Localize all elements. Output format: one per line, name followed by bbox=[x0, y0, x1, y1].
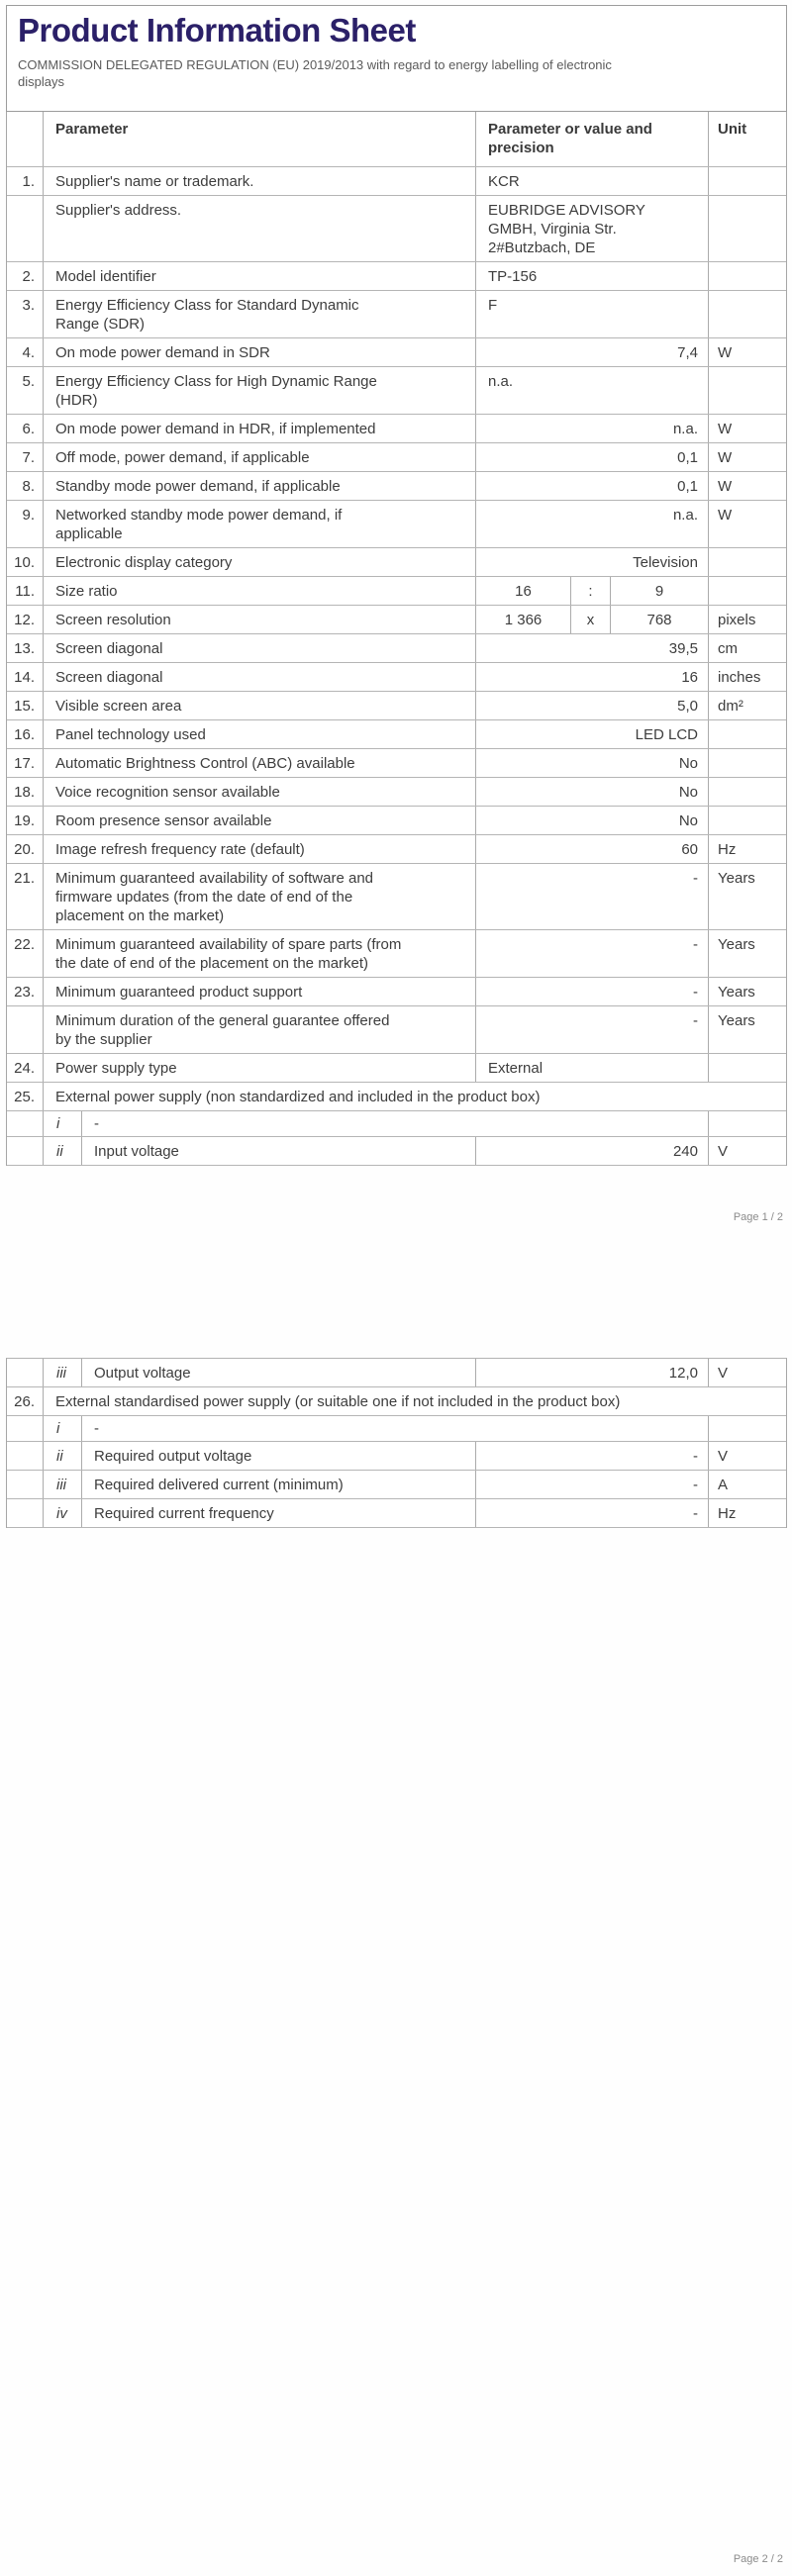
unit-cell: Hz bbox=[718, 841, 737, 858]
table-sub-row bbox=[7, 1471, 786, 1499]
row-number-cell: 15. bbox=[7, 692, 44, 719]
sub-index-cell: iv bbox=[44, 1499, 82, 1527]
table-row bbox=[7, 548, 786, 577]
unit-cell: dm² bbox=[718, 698, 743, 715]
table-row bbox=[7, 1054, 786, 1083]
value-cell: No bbox=[476, 778, 709, 806]
table-row bbox=[7, 807, 786, 835]
unit-cell: inches bbox=[718, 669, 761, 686]
header-number-cell bbox=[7, 112, 44, 166]
value-cell: No bbox=[476, 807, 709, 834]
parameter-cell: Off mode, power demand, if applicable bbox=[44, 443, 476, 471]
unit-cell bbox=[709, 1111, 786, 1136]
value-cell: Television bbox=[476, 548, 709, 576]
value-cell: 12,0 bbox=[476, 1359, 709, 1386]
row-number-cell bbox=[7, 196, 44, 261]
table-sub-row bbox=[7, 1499, 786, 1528]
row-number-cell: 8. bbox=[7, 472, 44, 500]
row-number-cell bbox=[7, 1137, 44, 1165]
page2-footer: Page 2 / 2 bbox=[733, 2553, 783, 2565]
value-cell: F bbox=[476, 291, 709, 337]
parameter-cell: Minimum guaranteed availability of spare parts (from the date of end of the placement on the market) bbox=[44, 930, 476, 977]
unit-cell bbox=[709, 196, 786, 261]
row-number-cell: 21. bbox=[7, 864, 44, 929]
parameter-cell: - bbox=[82, 1416, 709, 1441]
unit-cell bbox=[709, 807, 786, 834]
table-row-screen-resolution bbox=[7, 606, 786, 634]
table-row bbox=[7, 501, 786, 548]
value-cell: - bbox=[476, 864, 709, 929]
table-row bbox=[7, 443, 786, 472]
row-number-cell: 13. bbox=[7, 634, 44, 662]
unit-cell: V bbox=[718, 1143, 729, 1160]
value-cell: 5,0 bbox=[476, 692, 709, 719]
sub-index-cell: ii bbox=[44, 1442, 82, 1470]
table-row bbox=[7, 720, 786, 749]
table-row bbox=[7, 930, 786, 978]
table-row bbox=[7, 835, 786, 864]
table-sub-row bbox=[7, 1442, 786, 1471]
row-number-cell: 17. bbox=[7, 749, 44, 777]
value-cell: No bbox=[476, 749, 709, 777]
unit-cell bbox=[709, 291, 786, 337]
parameter-cell: Automatic Brightness Control (ABC) available bbox=[44, 749, 476, 777]
value-cell bbox=[476, 196, 709, 261]
unit-cell bbox=[709, 778, 786, 806]
row-number-cell: 10. bbox=[7, 548, 44, 576]
parameter-cell: - bbox=[82, 1111, 709, 1136]
unit-cell bbox=[709, 720, 786, 748]
value-cell: 39,5 bbox=[476, 634, 709, 662]
row-number-cell: 25. bbox=[7, 1083, 44, 1110]
row-number-cell: 23. bbox=[7, 978, 44, 1005]
unit-cell: Years bbox=[718, 1012, 755, 1029]
row-number-cell: 9. bbox=[7, 501, 44, 547]
unit-cell bbox=[709, 167, 786, 195]
parameter-cell: Supplier's address. bbox=[44, 196, 476, 261]
parameter-cell: Energy Efficiency Class for Standard Dynamic Range (SDR) bbox=[44, 291, 476, 337]
unit-cell: A bbox=[718, 1477, 729, 1493]
row-number-cell: 12. bbox=[7, 606, 44, 633]
supplier-address-value: EUBRIDGE ADVISORY GMBH, Virginia Str. 2#Butzbach, DE bbox=[488, 202, 645, 256]
header-unit-cell: Unit bbox=[718, 121, 747, 138]
value-cell: 7,4 bbox=[476, 338, 709, 366]
table-row bbox=[7, 338, 786, 367]
unit-cell bbox=[709, 367, 786, 414]
unit-cell: W bbox=[718, 449, 733, 466]
row-number-cell: 16. bbox=[7, 720, 44, 748]
value-cell: - bbox=[476, 1499, 709, 1527]
value-separator-cell: x bbox=[571, 606, 611, 633]
unit-cell: V bbox=[718, 1448, 729, 1465]
table-row bbox=[7, 1006, 786, 1054]
row-number-cell: 6. bbox=[7, 415, 44, 442]
parameters-table-page2 bbox=[6, 1358, 787, 1528]
parameter-cell: Screen diagonal bbox=[44, 634, 476, 662]
table-sub-row bbox=[7, 1111, 786, 1137]
unit-cell bbox=[709, 1054, 786, 1082]
parameter-cell: Minimum guaranteed availability of software and firmware updates (from the date of end of the placement on the market) bbox=[44, 864, 476, 929]
table-row-size-ratio bbox=[7, 577, 786, 606]
row-number-cell: 18. bbox=[7, 778, 44, 806]
unit-cell: Years bbox=[718, 870, 755, 887]
page-title: Product Information Sheet bbox=[18, 12, 416, 48]
table-header-row bbox=[7, 112, 786, 167]
value-cell: n.a. bbox=[476, 367, 709, 414]
value-cell: - bbox=[476, 1442, 709, 1470]
row-number-cell bbox=[7, 1499, 44, 1527]
parameter-cell: Visible screen area bbox=[44, 692, 476, 719]
table-row bbox=[7, 367, 786, 415]
header-value-cell: Parameter or value and precision bbox=[476, 112, 709, 166]
value-cell: n.a. bbox=[476, 415, 709, 442]
table-row bbox=[7, 778, 786, 807]
parameter-cell: Voice recognition sensor available bbox=[44, 778, 476, 806]
table-row bbox=[7, 692, 786, 720]
value-cell: 0,1 bbox=[476, 443, 709, 471]
row-number-cell: 3. bbox=[7, 291, 44, 337]
table-sub-row bbox=[7, 1359, 786, 1387]
unit-cell bbox=[709, 577, 786, 605]
table-row bbox=[7, 978, 786, 1006]
parameter-cell: Standby mode power demand, if applicable bbox=[44, 472, 476, 500]
table-sub-row bbox=[7, 1416, 786, 1442]
page1-footer: Page 1 / 2 bbox=[733, 1211, 783, 1223]
row-number-cell bbox=[7, 1006, 44, 1053]
value-cell: KCR bbox=[476, 167, 709, 195]
row-number-cell: 24. bbox=[7, 1054, 44, 1082]
parameter-cell: Required output voltage bbox=[82, 1442, 476, 1470]
parameter-cell: Supplier's name or trademark. bbox=[44, 167, 476, 195]
unit-cell: W bbox=[718, 344, 733, 361]
section-title-cell: External standardised power supply (or suitable one if not included in the product box) bbox=[55, 1393, 621, 1410]
parameter-cell: Networked standby mode power demand, if applicable bbox=[44, 501, 476, 547]
row-number-cell bbox=[7, 1359, 44, 1386]
parameter-cell: On mode power demand in HDR, if implemented bbox=[44, 415, 476, 442]
table-row bbox=[7, 472, 786, 501]
value-cell: External bbox=[476, 1054, 709, 1082]
row-number-cell bbox=[7, 1416, 44, 1441]
parameter-cell: Electronic display category bbox=[44, 548, 476, 576]
sub-index-cell: i bbox=[44, 1416, 82, 1441]
parameter-cell: Energy Efficiency Class for High Dynamic Range (HDR) bbox=[44, 367, 476, 414]
unit-cell: Hz bbox=[718, 1505, 737, 1522]
value-cell: 0,1 bbox=[476, 472, 709, 500]
row-number-cell: 5. bbox=[7, 367, 44, 414]
value-cell: n.a. bbox=[476, 501, 709, 547]
parameter-cell: Screen diagonal bbox=[44, 663, 476, 691]
table-row bbox=[7, 167, 786, 196]
parameter-cell: Required delivered current (minimum) bbox=[82, 1471, 476, 1498]
unit-cell: W bbox=[718, 421, 733, 437]
row-number-cell: 14. bbox=[7, 663, 44, 691]
value-cell: - bbox=[476, 978, 709, 1005]
value-cell: - bbox=[476, 1006, 709, 1053]
row-number-cell bbox=[7, 1111, 44, 1136]
row-number-cell: 19. bbox=[7, 807, 44, 834]
sub-index-cell: iii bbox=[44, 1359, 82, 1386]
table-row bbox=[7, 196, 786, 262]
row-number-cell: 22. bbox=[7, 930, 44, 977]
table-section-row bbox=[7, 1083, 786, 1111]
row-number-cell: 4. bbox=[7, 338, 44, 366]
parameter-cell: Size ratio bbox=[44, 577, 476, 605]
parameter-cell: On mode power demand in SDR bbox=[44, 338, 476, 366]
unit-cell bbox=[709, 1416, 786, 1441]
unit-cell: Years bbox=[718, 984, 755, 1001]
parameter-cell: Input voltage bbox=[82, 1137, 476, 1165]
table-row bbox=[7, 262, 786, 291]
table-row bbox=[7, 291, 786, 338]
parameter-cell: Model identifier bbox=[44, 262, 476, 290]
parameter-cell: Room presence sensor available bbox=[44, 807, 476, 834]
parameters-table-page1 bbox=[6, 112, 787, 1166]
row-number-cell: 1. bbox=[7, 167, 44, 195]
value-cell: 240 bbox=[476, 1137, 709, 1165]
value-cell: 16 bbox=[476, 663, 709, 691]
value-cell-b: 768 bbox=[611, 606, 709, 633]
title-block bbox=[6, 5, 787, 112]
value-cell: LED LCD bbox=[476, 720, 709, 748]
page-subtitle: COMMISSION DELEGATED REGULATION (EU) 2019/2013 with regard to energy labelling of electronic displays bbox=[18, 57, 612, 89]
row-number-cell: 11. bbox=[7, 577, 44, 605]
value-cell-b: 9 bbox=[611, 577, 709, 605]
parameter-cell: Minimum guaranteed product support bbox=[44, 978, 476, 1005]
unit-cell bbox=[709, 262, 786, 290]
sub-index-cell: iii bbox=[44, 1471, 82, 1498]
unit-cell: pixels bbox=[718, 612, 756, 628]
header-parameter-cell: Parameter bbox=[44, 112, 476, 166]
value-cell: TP-156 bbox=[476, 262, 709, 290]
table-row bbox=[7, 749, 786, 778]
parameter-cell: Panel technology used bbox=[44, 720, 476, 748]
unit-cell bbox=[709, 749, 786, 777]
row-number-cell: 7. bbox=[7, 443, 44, 471]
parameter-cell: Image refresh frequency rate (default) bbox=[44, 835, 476, 863]
parameter-cell: Power supply type bbox=[44, 1054, 476, 1082]
row-number-cell bbox=[7, 1442, 44, 1470]
value-separator-cell: : bbox=[571, 577, 611, 605]
section-title-cell: External power supply (non standardized and included in the product box) bbox=[55, 1089, 541, 1105]
unit-cell: cm bbox=[718, 640, 738, 657]
sub-index-cell: i bbox=[44, 1111, 82, 1136]
table-section-row bbox=[7, 1387, 786, 1416]
parameter-cell: Minimum duration of the general guarantee offered by the supplier bbox=[44, 1006, 476, 1053]
row-number-cell: 20. bbox=[7, 835, 44, 863]
unit-cell: V bbox=[718, 1365, 729, 1382]
parameter-cell: Required current frequency bbox=[82, 1499, 476, 1527]
table-row bbox=[7, 634, 786, 663]
value-cell: 60 bbox=[476, 835, 709, 863]
value-cell: - bbox=[476, 930, 709, 977]
value-cell-a: 1 366 bbox=[476, 606, 571, 633]
unit-cell bbox=[709, 548, 786, 576]
row-number-cell: 2. bbox=[7, 262, 44, 290]
table-row bbox=[7, 663, 786, 692]
row-number-cell: 26. bbox=[7, 1387, 44, 1415]
value-cell: - bbox=[476, 1471, 709, 1498]
value-cell-a: 16 bbox=[476, 577, 571, 605]
unit-cell: Years bbox=[718, 936, 755, 953]
unit-cell: W bbox=[718, 507, 733, 524]
row-number-cell bbox=[7, 1471, 44, 1498]
parameter-cell: Screen resolution bbox=[44, 606, 476, 633]
table-sub-row bbox=[7, 1137, 786, 1166]
sub-index-cell: ii bbox=[44, 1137, 82, 1165]
unit-cell: W bbox=[718, 478, 733, 495]
parameter-cell: Output voltage bbox=[82, 1359, 476, 1386]
table-row bbox=[7, 864, 786, 930]
table-row bbox=[7, 415, 786, 443]
